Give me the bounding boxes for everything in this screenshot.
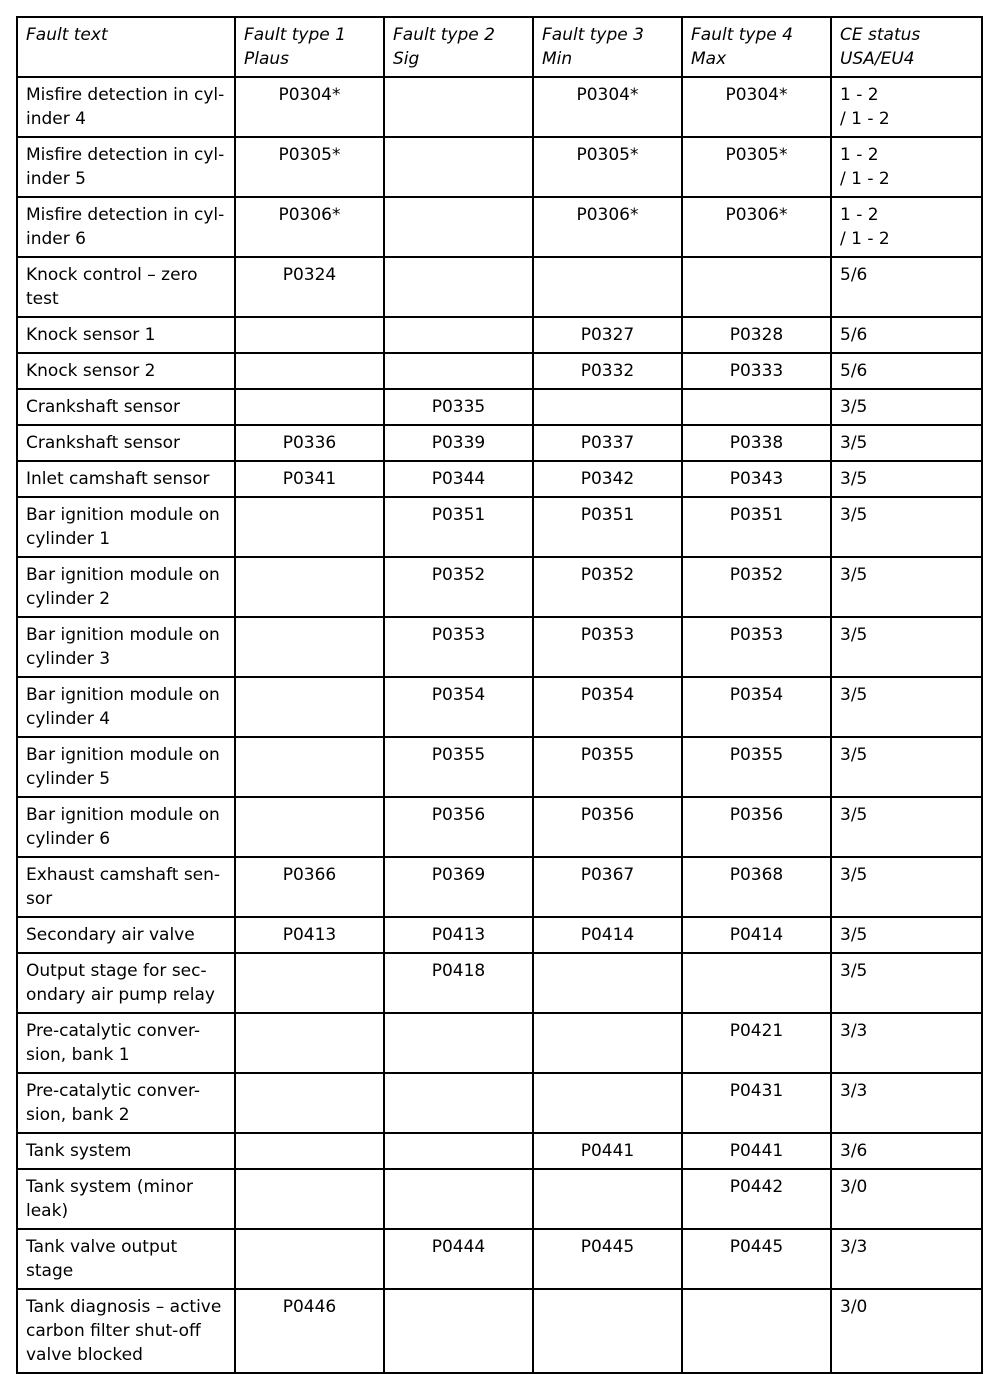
table-row <box>17 197 982 257</box>
fault-type-3-cell: P0367 <box>533 857 682 917</box>
fault-text-cell: Crankshaft sensor <box>17 389 235 425</box>
fault-type-4-cell: P0352 <box>682 557 831 617</box>
fault-type-3-cell: P0445 <box>533 1229 682 1289</box>
fault-type-2-cell: P0351 <box>384 497 533 557</box>
table-row <box>17 797 982 857</box>
fault-type-1-cell <box>235 389 384 425</box>
fault-type-2-cell: P0352 <box>384 557 533 617</box>
fault-type-2-cell: P0353 <box>384 617 533 677</box>
fault-type-2-cell: P0356 <box>384 797 533 857</box>
ce-status-cell: 3/5 <box>831 557 982 617</box>
fault-text-cell: Pre-catalytic conver- sion, bank 1 <box>17 1013 235 1073</box>
fault-type-3-cell <box>533 389 682 425</box>
fault-text-cell: Bar ignition module on cylinder 1 <box>17 497 235 557</box>
fault-type-1-cell <box>235 1073 384 1133</box>
fault-type-1-cell: P0336 <box>235 425 384 461</box>
fault-text-cell: Knock control – zero test <box>17 257 235 317</box>
table-row <box>17 917 982 953</box>
fault-type-1-cell: P0446 <box>235 1289 384 1373</box>
ce-status-cell: 3/5 <box>831 617 982 677</box>
fault-type-2-cell: P0413 <box>384 917 533 953</box>
fault-type-1-cell <box>235 1013 384 1073</box>
ce-status-cell: 3/5 <box>831 857 982 917</box>
table-row <box>17 737 982 797</box>
fault-type-1-cell: P0413 <box>235 917 384 953</box>
fault-type-4-cell: P0343 <box>682 461 831 497</box>
fault-type-3-cell: P0332 <box>533 353 682 389</box>
fault-type-1-cell: P0366 <box>235 857 384 917</box>
fault-type-2-cell: P0369 <box>384 857 533 917</box>
fault-type-1-cell: P0341 <box>235 461 384 497</box>
fault-text-cell: Bar ignition module on cylinder 4 <box>17 677 235 737</box>
table-row <box>17 1289 982 1373</box>
fault-text-cell: Pre-catalytic conver- sion, bank 2 <box>17 1073 235 1133</box>
table-row <box>17 677 982 737</box>
ce-status-cell: 1 - 2 / 1 - 2 <box>831 137 982 197</box>
fault-type-2-cell: P0355 <box>384 737 533 797</box>
table-row <box>17 461 982 497</box>
fault-type-3-cell <box>533 953 682 1013</box>
fault-type-3-cell: P0351 <box>533 497 682 557</box>
fault-type-3-cell: P0353 <box>533 617 682 677</box>
fault-type-2-cell <box>384 1073 533 1133</box>
fault-type-3-cell: P0327 <box>533 317 682 353</box>
header-fault-type-1: Fault type 1 Plaus <box>235 17 384 77</box>
fault-type-3-cell <box>533 1289 682 1373</box>
fault-type-1-cell <box>235 953 384 1013</box>
ce-status-cell: 3/6 <box>831 1133 982 1169</box>
fault-type-4-cell: P0355 <box>682 737 831 797</box>
fault-type-2-cell <box>384 1133 533 1169</box>
fault-type-4-cell: P0305* <box>682 137 831 197</box>
fault-type-2-cell <box>384 1169 533 1229</box>
fault-text-cell: Bar ignition module on cylinder 3 <box>17 617 235 677</box>
fault-type-3-cell <box>533 1169 682 1229</box>
table-row <box>17 1169 982 1229</box>
fault-text-cell: Tank valve output stage <box>17 1229 235 1289</box>
fault-type-1-cell <box>235 1229 384 1289</box>
fault-type-3-cell: P0337 <box>533 425 682 461</box>
fault-type-3-cell: P0306* <box>533 197 682 257</box>
ce-status-cell: 3/3 <box>831 1073 982 1133</box>
fault-type-1-cell <box>235 317 384 353</box>
fault-text-cell: Misfire detection in cyl- inder 5 <box>17 137 235 197</box>
header-fault-type-3: Fault type 3 Min <box>533 17 682 77</box>
table-row <box>17 1013 982 1073</box>
fault-type-3-cell: P0355 <box>533 737 682 797</box>
fault-type-1-cell <box>235 497 384 557</box>
fault-text-cell: Tank diagnosis – active carbon filter shut-off valve blocked <box>17 1289 235 1373</box>
fault-type-3-cell: P0414 <box>533 917 682 953</box>
table-row <box>17 77 982 137</box>
header-fault-type-2: Fault type 2 Sig <box>384 17 533 77</box>
fault-text-cell: Output stage for sec- ondary air pump relay <box>17 953 235 1013</box>
ce-status-cell: 3/5 <box>831 461 982 497</box>
fault-type-2-cell <box>384 137 533 197</box>
header-ce-status: CE status USA/EU4 <box>831 17 982 77</box>
fault-text-cell: Crankshaft sensor <box>17 425 235 461</box>
ce-status-cell: 3/5 <box>831 917 982 953</box>
fault-type-3-cell: P0354 <box>533 677 682 737</box>
fault-type-3-cell: P0356 <box>533 797 682 857</box>
fault-type-2-cell <box>384 1013 533 1073</box>
ce-status-cell: 3/5 <box>831 797 982 857</box>
table-row <box>17 137 982 197</box>
fault-type-4-cell <box>682 953 831 1013</box>
table-row <box>17 557 982 617</box>
ce-status-cell: 3/5 <box>831 737 982 797</box>
fault-type-3-cell: P0305* <box>533 137 682 197</box>
fault-type-4-cell: P0421 <box>682 1013 831 1073</box>
fault-text-cell: Misfire detection in cyl- inder 4 <box>17 77 235 137</box>
fault-type-4-cell: P0306* <box>682 197 831 257</box>
fault-type-4-cell: P0338 <box>682 425 831 461</box>
fault-type-4-cell: P0445 <box>682 1229 831 1289</box>
fault-text-cell: Bar ignition module on cylinder 5 <box>17 737 235 797</box>
fault-type-3-cell: P0352 <box>533 557 682 617</box>
fault-type-1-cell <box>235 557 384 617</box>
ce-status-cell: 3/5 <box>831 953 982 1013</box>
fault-type-2-cell: P0444 <box>384 1229 533 1289</box>
header-fault-type-4: Fault type 4 Max <box>682 17 831 77</box>
fault-type-1-cell: P0304* <box>235 77 384 137</box>
fault-type-2-cell: P0339 <box>384 425 533 461</box>
fault-text-cell: Knock sensor 2 <box>17 353 235 389</box>
fault-type-4-cell <box>682 1289 831 1373</box>
fault-type-1-cell: P0306* <box>235 197 384 257</box>
table-row <box>17 1073 982 1133</box>
ce-status-cell: 3/5 <box>831 677 982 737</box>
fault-type-2-cell: P0354 <box>384 677 533 737</box>
ce-status-cell: 3/3 <box>831 1229 982 1289</box>
fault-type-2-cell: P0418 <box>384 953 533 1013</box>
table-row <box>17 425 982 461</box>
table-body <box>17 77 982 1373</box>
header-fault-text: Fault text <box>17 17 235 77</box>
fault-type-4-cell: P0351 <box>682 497 831 557</box>
fault-type-4-cell: P0441 <box>682 1133 831 1169</box>
table-row <box>17 389 982 425</box>
ce-status-cell: 3/3 <box>831 1013 982 1073</box>
fault-type-3-cell: P0342 <box>533 461 682 497</box>
fault-type-1-cell: P0324 <box>235 257 384 317</box>
fault-type-4-cell: P0368 <box>682 857 831 917</box>
fault-type-3-cell: P0304* <box>533 77 682 137</box>
ce-status-cell: 3/5 <box>831 389 982 425</box>
table-row <box>17 353 982 389</box>
fault-type-1-cell <box>235 1169 384 1229</box>
fault-type-3-cell: P0441 <box>533 1133 682 1169</box>
fault-type-4-cell: P0328 <box>682 317 831 353</box>
table-row <box>17 497 982 557</box>
fault-type-4-cell: P0354 <box>682 677 831 737</box>
fault-text-cell: Exhaust camshaft sen- sor <box>17 857 235 917</box>
fault-type-2-cell: P0335 <box>384 389 533 425</box>
fault-type-3-cell <box>533 1013 682 1073</box>
fault-type-4-cell: P0304* <box>682 77 831 137</box>
ce-status-cell: 5/6 <box>831 353 982 389</box>
fault-type-1-cell: P0305* <box>235 137 384 197</box>
fault-type-1-cell <box>235 797 384 857</box>
fault-code-table <box>16 16 983 1374</box>
fault-type-4-cell: P0442 <box>682 1169 831 1229</box>
fault-type-1-cell <box>235 353 384 389</box>
fault-type-2-cell <box>384 1289 533 1373</box>
fault-type-2-cell: P0344 <box>384 461 533 497</box>
fault-text-cell: Misfire detection in cyl- inder 6 <box>17 197 235 257</box>
fault-text-cell: Tank system <box>17 1133 235 1169</box>
table-row <box>17 1133 982 1169</box>
fault-type-4-cell: P0431 <box>682 1073 831 1133</box>
ce-status-cell: 1 - 2 / 1 - 2 <box>831 197 982 257</box>
fault-type-4-cell: P0414 <box>682 917 831 953</box>
fault-type-2-cell <box>384 77 533 137</box>
table-row <box>17 953 982 1013</box>
fault-type-4-cell <box>682 389 831 425</box>
table-row <box>17 317 982 353</box>
fault-type-4-cell <box>682 257 831 317</box>
fault-type-2-cell <box>384 317 533 353</box>
table-row <box>17 1229 982 1289</box>
fault-text-cell: Tank system (minor leak) <box>17 1169 235 1229</box>
table-row <box>17 617 982 677</box>
ce-status-cell: 3/5 <box>831 425 982 461</box>
fault-type-1-cell <box>235 737 384 797</box>
ce-status-cell: 3/0 <box>831 1289 982 1373</box>
header-row <box>17 17 982 77</box>
ce-status-cell: 5/6 <box>831 257 982 317</box>
fault-type-4-cell: P0333 <box>682 353 831 389</box>
fault-type-1-cell <box>235 1133 384 1169</box>
fault-type-1-cell <box>235 617 384 677</box>
fault-type-4-cell: P0353 <box>682 617 831 677</box>
fault-type-2-cell <box>384 197 533 257</box>
fault-text-cell: Bar ignition module on cylinder 2 <box>17 557 235 617</box>
fault-text-cell: Inlet camshaft sensor <box>17 461 235 497</box>
fault-type-3-cell <box>533 1073 682 1133</box>
fault-type-3-cell <box>533 257 682 317</box>
ce-status-cell: 1 - 2 / 1 - 2 <box>831 77 982 137</box>
fault-type-4-cell: P0356 <box>682 797 831 857</box>
fault-text-cell: Bar ignition module on cylinder 6 <box>17 797 235 857</box>
ce-status-cell: 5/6 <box>831 317 982 353</box>
fault-text-cell: Secondary air valve <box>17 917 235 953</box>
table-row <box>17 857 982 917</box>
fault-text-cell: Knock sensor 1 <box>17 317 235 353</box>
table-row <box>17 257 982 317</box>
fault-type-1-cell <box>235 677 384 737</box>
fault-type-2-cell <box>384 257 533 317</box>
ce-status-cell: 3/5 <box>831 497 982 557</box>
ce-status-cell: 3/0 <box>831 1169 982 1229</box>
fault-type-2-cell <box>384 353 533 389</box>
